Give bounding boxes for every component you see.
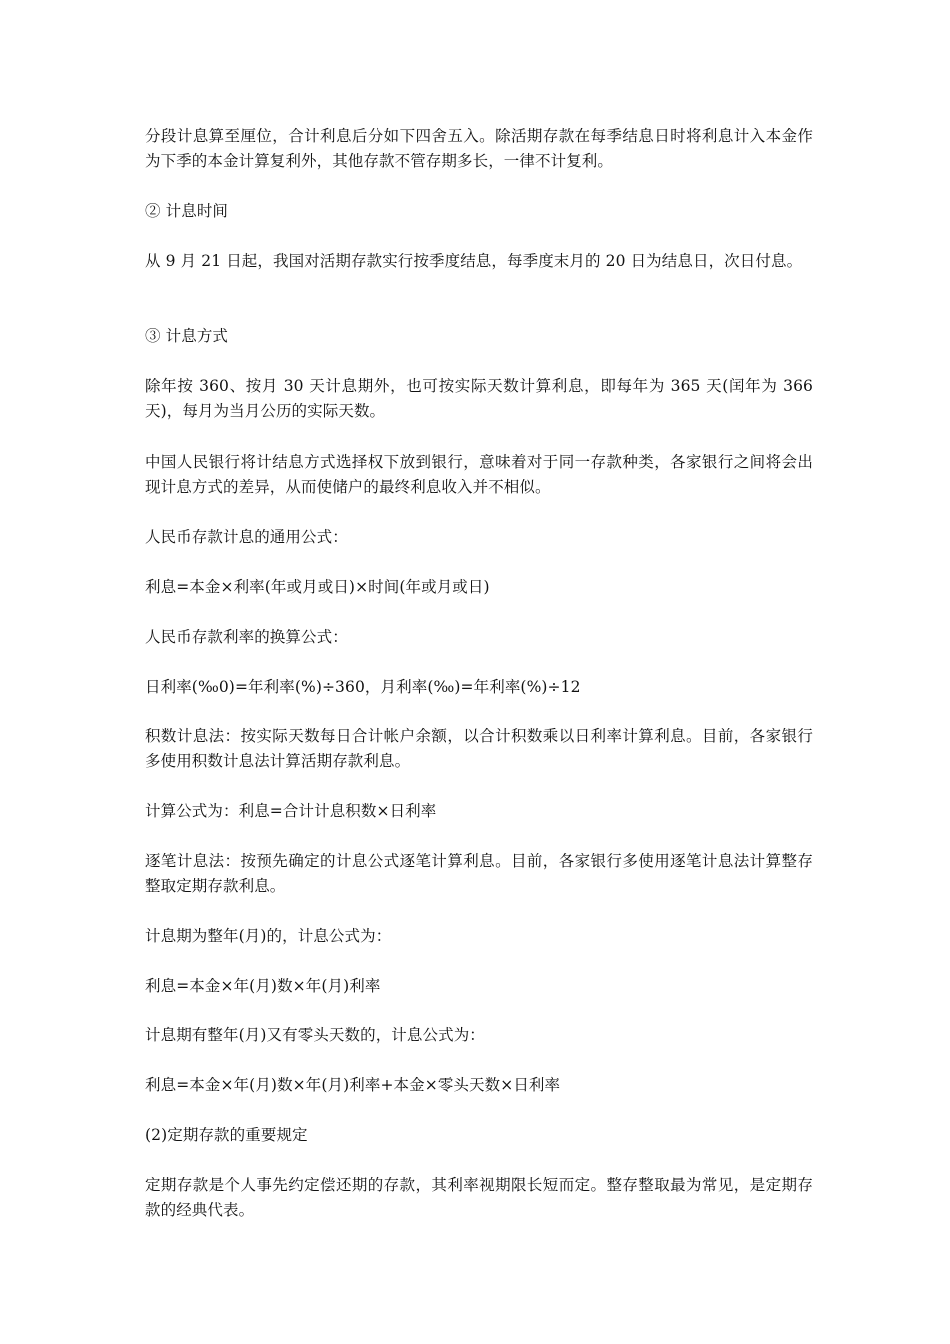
paragraph-item-by-item-method: 逐笔计息法：按预先确定的计息公式逐笔计算利息。目前，各家银行多使用逐笔计息法计算整存整取定期存款利息。 (145, 852, 813, 895)
paragraph-whole-period-title: 计息期为整年(月)的，计息公式为： (145, 927, 392, 945)
formula-accumulation: 计算公式为：利息=合计计息积数×日利率 (145, 802, 437, 820)
formula-mixed-period: 利息=本金×年(月)数×年(月)利率+本金×零头天数×日利率 (145, 1076, 561, 1094)
paragraph-compound-interest-rule: 分段计息算至厘位，合计利息后分如下四舍五入。除活期存款在每季结息日时将利息计入本金作为下季的本金计算复利外，其他存款不管存期多长，一律不计复利。 (145, 127, 813, 170)
heading-fixed-deposit-rules: (2)定期存款的重要规定 (145, 1126, 308, 1144)
paragraph-accumulation-method: 积数计息法：按实际天数每日合计帐户余额，以合计积数乘以日利率计算利息。目前，各家银行多使用积数计息法计算活期存款利息。 (145, 727, 813, 770)
paragraph-rate-conversion-title: 人民币存款利率的换算公式： (145, 628, 348, 646)
paragraph-mixed-period-title: 计息期有整年(月)又有零头天数的，计息公式为： (145, 1026, 485, 1044)
heading-interest-method: ③ 计息方式 (145, 327, 229, 345)
paragraph-fixed-deposit-definition: 定期存款是个人事先约定偿还期的存款，其利率视期限长短而定。整存整取最为常见，是定期存款的经典代表。 (145, 1176, 813, 1219)
formula-rate-conversion: 日利率(‰0)=年利率(%)÷360，月利率(‰)=年利率(%)÷12 (145, 678, 581, 696)
paragraph-actual-days: 除年按 360、按月 30 天计息期外，也可按实际天数计算利息，即每年为 365 天(闰年为 366 天)，每月为当月公历的实际天数。 (145, 377, 813, 420)
paragraph-quarterly-settlement: 从 9 月 21 日起，我国对活期存款实行按季度结息，每季度末月的 20 日为结息日，次日付息。 (145, 252, 803, 270)
formula-whole-period: 利息=本金×年(月)数×年(月)利率 (145, 977, 381, 995)
paragraph-pboc-delegation: 中国人民银行将计结息方式选择权下放到银行，意味着对于同一存款种类，各家银行之间将会出现计息方式的差异，从而使储户的最终利息收入并不相似。 (145, 453, 813, 496)
heading-interest-time: ② 计息时间 (145, 202, 229, 220)
paragraph-general-formula-title: 人民币存款计息的通用公式： (145, 528, 348, 546)
formula-general-interest: 利息=本金×利率(年或月或日)×时间(年或月或日) (145, 578, 490, 596)
